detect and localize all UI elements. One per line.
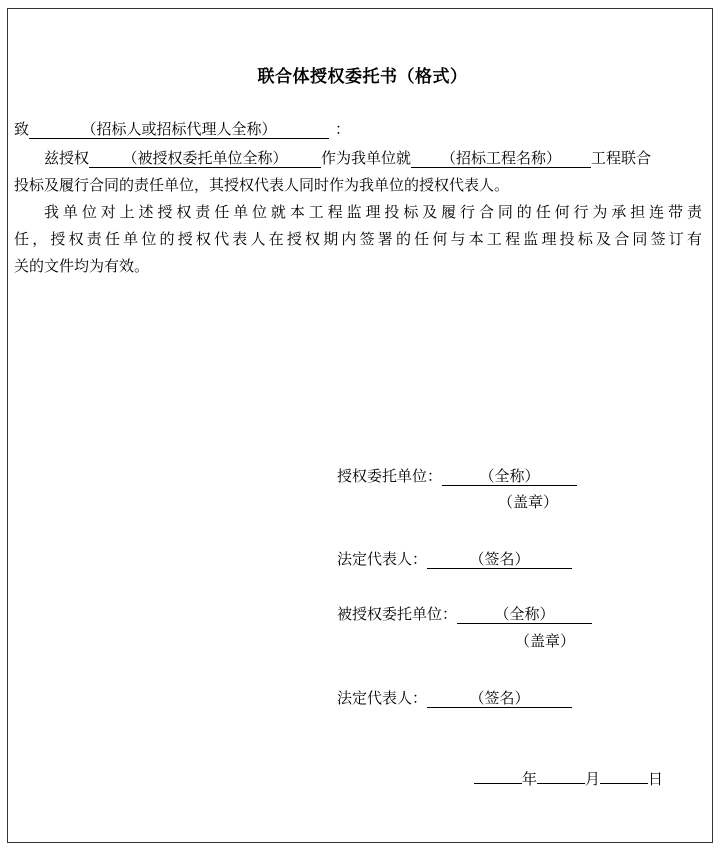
- principal-unit-line: [337, 466, 577, 486]
- authorized-unit-blank: （被授权委托单位全称）: [89, 149, 321, 168]
- project-name-blank: （招标工程名称）: [411, 149, 591, 168]
- agent-rep-label: 法定代表人：: [337, 689, 428, 707]
- day-label: 日: [648, 770, 664, 788]
- date-line: [474, 769, 663, 789]
- month-blank: [537, 783, 585, 784]
- agent-rep-blank: （签名）: [427, 689, 572, 708]
- principal-rep-blank: （签名）: [427, 550, 572, 569]
- agent-unit-line: [337, 604, 592, 624]
- para1-text-as: 作为我单位就: [321, 149, 412, 167]
- addressee-prefix: 致: [14, 120, 30, 138]
- para1-text-joint: 工程联合: [591, 149, 652, 167]
- para1-text-authorize: 兹授权: [44, 149, 90, 167]
- principal-rep-label: 法定代表人：: [337, 550, 428, 568]
- addressee-line: [14, 119, 350, 139]
- para2-line3: 关的文件均为有效。: [14, 257, 150, 275]
- agent-unit-blank: （全称）: [457, 605, 592, 624]
- addressee-blank: （招标人或招标代理人全称）: [29, 120, 329, 139]
- document-title: 联合体授权委托书（格式）: [257, 67, 468, 87]
- principal-unit-label: 授权委托单位：: [337, 467, 443, 485]
- para2-line2: 任，授权责任单位的授权代表人在授权期内签署的任何与本工程监理投标及合同签订有: [14, 230, 702, 248]
- day-blank: [600, 783, 648, 784]
- principal-unit-blank: （全称）: [442, 467, 577, 486]
- year-label: 年: [522, 770, 538, 788]
- addressee-suffix: ：: [335, 120, 351, 138]
- agent-unit-label: 被授权委托单位：: [337, 605, 458, 623]
- agent-rep-line: [337, 688, 572, 708]
- year-blank: [474, 783, 522, 784]
- para2-line1: 我单位对上述授权责任单位就本工程监理投标及履行合同的任何行为承担连带责: [44, 203, 702, 221]
- principal-stamp: （盖章）: [498, 493, 559, 511]
- principal-rep-line: [337, 549, 572, 569]
- para1-line1: [44, 148, 651, 168]
- agent-stamp: （盖章）: [515, 632, 576, 650]
- para1-line2: 投标及履行合同的责任单位，其授权代表人同时作为我单位的授权代表人。: [14, 176, 510, 194]
- month-label: 月: [585, 770, 601, 788]
